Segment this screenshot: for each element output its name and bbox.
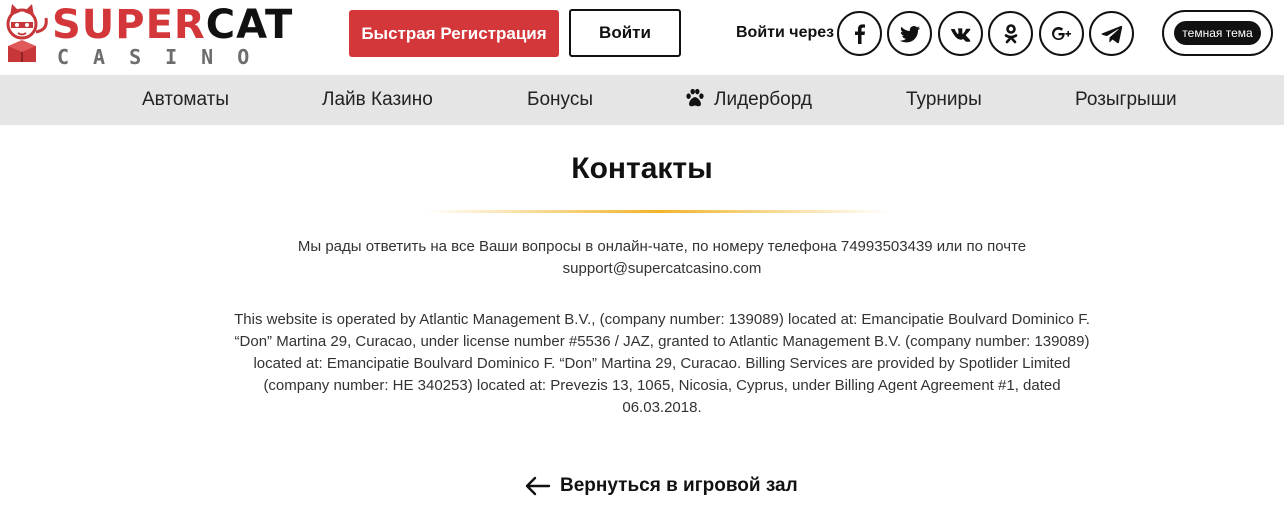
dark-theme-label: темная тема	[1174, 21, 1260, 45]
nav-item-giveaways[interactable]: Розыгрыши	[1075, 89, 1177, 110]
title-divider	[425, 210, 890, 213]
facebook-icon[interactable]	[837, 11, 882, 56]
site-header	[0, 0, 1284, 75]
nav-item-slots[interactable]: Автоматы	[142, 89, 229, 110]
contacts-intro-text: Мы рады ответить на все Ваши вопросы в онлайн-чате, по номеру телефона 74993503439 или по почте support@supercatcasino.com	[297, 238, 1027, 277]
nav-item-live-casino[interactable]: Лайв Казино	[322, 89, 433, 110]
login-button[interactable]: Войти	[569, 9, 681, 57]
nav-item-bonuses[interactable]: Бонусы	[527, 89, 593, 110]
cat-mascot-icon	[2, 2, 52, 64]
login-via-label: Войти через	[736, 24, 835, 41]
legal-operator-text: This website is operated by Atlantic Management B.V., (company number: 139089) located at: Emancipatie Boulvard Dominico F. “Don” Martina 29, Curacao, under license number #5536 / JAZ, granted to Atlantic Management B.V. (company number: 139089) located at: Emancipatie Boulvard Dominico F. “Don” Martina 29, Curacao. Billing Services are provided by Spotlider Limited (company number: HE 340253) located at: Prevezis 13, 1065, Nicosia, Cyprus, under Billing Agent Agreement #1, dated 06.03.2018.	[234, 311, 1090, 416]
dark-theme-toggle[interactable]	[1162, 10, 1273, 56]
back-to-lobby-label: Вернуться в игровой зал	[560, 475, 798, 496]
back-to-lobby-link[interactable]	[525, 473, 798, 499]
google-plus-icon[interactable]	[1039, 11, 1084, 56]
logo[interactable]	[2, 2, 294, 69]
main-nav	[0, 75, 1284, 125]
logo-subtitle: CASINO	[57, 45, 274, 69]
odnoklassniki-icon[interactable]	[988, 11, 1033, 56]
page-title: Контакты	[571, 152, 713, 185]
quick-register-button[interactable]: Быстрая Регистрация	[349, 10, 559, 57]
logo-wordmark: SUPERCAT	[52, 2, 294, 48]
arrow-left-icon	[525, 476, 551, 496]
vk-icon[interactable]	[938, 11, 983, 56]
nav-item-leaderboard-label: Лидерборд	[714, 89, 812, 110]
twitter-icon[interactable]	[887, 11, 932, 56]
nav-item-tournaments[interactable]: Турниры	[906, 89, 982, 110]
paw-icon	[684, 87, 706, 109]
nav-item-leaderboard[interactable]	[684, 75, 812, 125]
telegram-icon[interactable]	[1089, 11, 1134, 56]
